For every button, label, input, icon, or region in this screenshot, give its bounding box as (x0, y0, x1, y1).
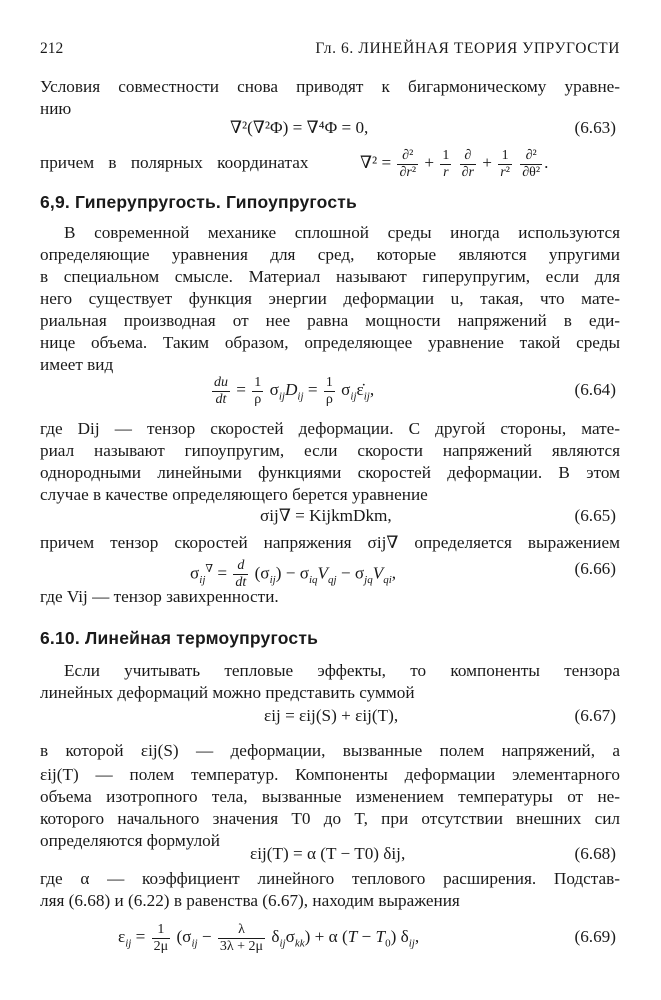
paragraph-line: определяются формулой (40, 831, 220, 850)
paragraph-line: определяющие уравнения для сред, которые являются упругими (40, 245, 620, 264)
paragraph-line: нию (40, 99, 72, 118)
paragraph-line: где α — коэффициент линейного теплового расширения. Подстав- (40, 869, 620, 888)
paragraph-line: Если учитывать тепловые эффекты, то компоненты тензора (64, 661, 620, 680)
equation-6-67 (40, 696, 620, 736)
equation-body: σij∇ = KijkmDkm, (260, 506, 392, 525)
paragraph-line: причем в полярных координатах (40, 153, 309, 172)
paragraph-line: где Dij — тензор скоростей деформации. С другой стороны, мате- (40, 419, 620, 438)
paragraph-line: Условия совместности снова приводят к бигармоническому уравне- (40, 77, 620, 96)
equation-body: $\sigma_{ij}^\nabla$ = $\frac{d}{dt}$ $(\sigma_{ij}) - \sigma_{iq}V_{qj} - \sigma_{jq}V_{qi}$, (190, 558, 397, 591)
paragraph-line: εij(T) — полем температур. Компоненты деформации элементарного (40, 765, 620, 784)
section-title-6-9: 6,9. Гиперупругость. Гипоупругость (40, 192, 357, 212)
paragraph-line: имеет вид (40, 355, 114, 374)
equation-body: εij = εij(S) + εij(T), (264, 706, 399, 725)
equation-number: (6.63) (574, 118, 616, 137)
equation-body: εij(T) = α (T − T0) δij, (250, 844, 406, 863)
paragraph-line: которого начального значения T0 до T, при отсутствии внешних сил (40, 809, 620, 828)
paragraph-line: в специальном смысле. Материал называют гиперупругим, если для (40, 267, 620, 286)
paragraph-line: В современной механике сплошной среды иногда используются (64, 223, 620, 242)
equation-6-69 (40, 912, 620, 962)
polar-laplacian-line (40, 140, 620, 186)
page-number: 212 (40, 40, 64, 57)
paragraph-line: линейных деформаций можно представить суммой (40, 683, 415, 702)
equation-body: $\varepsilon_{ij}$ = $\frac{1}{2\mu}$ ($\sigma_{ij}$ − $\frac{\lambda}{3\lambda + 2\mu}$ $\delta_{ij}\sigma_{kk}) + \alpha$ $(T - T_0)$ $\delta_{ij}$, (118, 921, 420, 954)
paragraph-line: где Vij — тензор завихренности. (40, 587, 279, 606)
equation-6-64 (40, 366, 620, 414)
equation-number: (6.65) (574, 506, 616, 525)
equation-number: (6.69) (574, 927, 616, 946)
paragraph-line: риал называют гипоупругим, если скорости напряжений являются (40, 441, 620, 460)
equation-6-65 (40, 496, 620, 536)
paragraph-line: ляя (6.68) и (6.22) в равенства (6.67), находим выражения (40, 891, 460, 910)
paragraph-line: объема изотропного тела, вызванные изменением температуры от не- (40, 787, 620, 806)
paragraph-line: него существует функция энергии деформации u, такая, что мате- (40, 289, 620, 308)
laplacian-equation: ∇² = $\frac{\text{∂²}}{\text{∂r²}}$ + $\frac{1}{r}$ $\frac{\partial}{\partial r}$ + $\frac{1}{\text{r²}}$ $\frac{\text{∂²}}{\text{∂θ²}}$ . (360, 147, 549, 180)
running-title: Гл. 6. ЛИНЕЙНАЯ ТЕОРИЯ УПРУГОСТИ (315, 40, 620, 57)
paragraph-line: риальная производная от нее равна мощности напряжений в еди- (40, 311, 620, 330)
section-title-6-10: 6.10. Линейная термоупругость (40, 628, 319, 648)
paragraph-line: в которой εij(S) — деформации, вызванные полем напряжений, а (40, 741, 620, 760)
paragraph-line: однородными линейными функциями скоростей деформации. В этом (40, 463, 620, 482)
paragraph-line: причем тензор скоростей напряжения σij∇ определяется выражением (40, 533, 620, 552)
equation-number: (6.64) (574, 380, 616, 399)
page-header (40, 40, 620, 62)
equation-body: $\frac{du}{dt}$ = $\frac{1}{\rho}$ $\sigma_{ij}D_{ij}$ = $\frac{1}{\rho}$ $\sigma_{ij}\varepsiloṅ_{ij}$, (214, 374, 375, 407)
equation-number: (6.68) (574, 844, 616, 863)
paragraph-line: случае в качестве определяющего берется уравнение (40, 485, 428, 504)
equation-number: (6.66) (574, 559, 616, 578)
laplacian-lhs: ∇² = (360, 153, 392, 172)
equation-body: ∇²(∇²Φ) = ∇⁴Φ = 0, (230, 118, 369, 137)
paragraph-line: нице объема. Таким образом, определяющее уравнение такой среды (40, 333, 620, 352)
equation-number: (6.67) (574, 706, 616, 725)
